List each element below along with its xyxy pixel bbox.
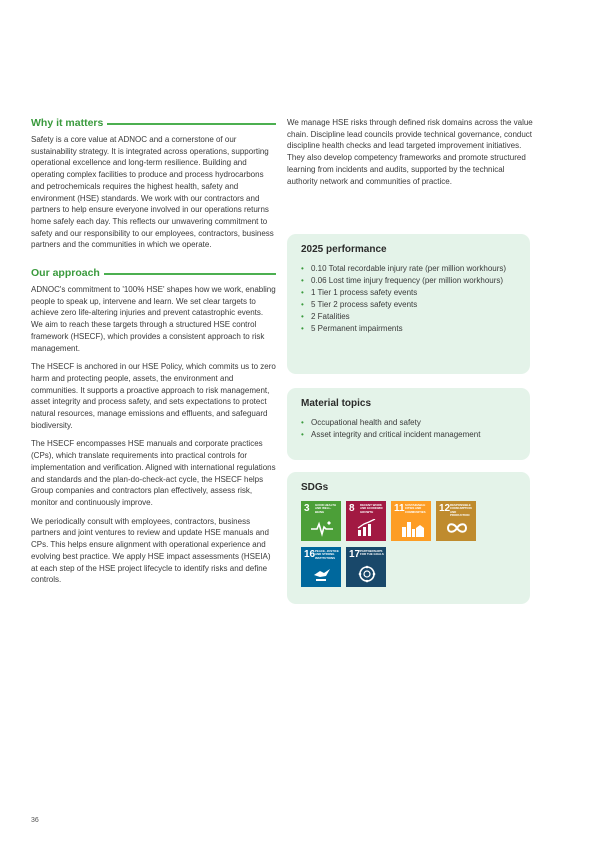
performance-list: [301, 263, 516, 335]
right-column: [287, 117, 533, 194]
sdg-8-tile: [346, 501, 386, 541]
sdg-number: 17: [349, 549, 361, 560]
performance-item: • 0.10 Total recordable injury rate (per million workhours): [301, 263, 516, 275]
approach-paragraph-1: ADNOC's commitment to '100% HSE' shapes how we work, enabling people to speak up, intervene and learn. We set clear targets to achieve zero life-altering injuries and prevent catastrophic events. We aim to reach these targets through a structured HSE control framework (HSECF), which provides a consistent approach to risk management.: [31, 285, 276, 353]
dove-gavel-icon: [310, 565, 334, 583]
sdg-number: 8: [349, 503, 355, 514]
performance-item: • 2 Fatalities: [301, 311, 516, 323]
sdg-label: PEACE, JUSTICE AND STRONG INSTITUTIONS: [315, 549, 339, 560]
sdg-11-tile: [391, 501, 431, 541]
sdg-label: GOOD HEALTH AND WELL-BEING: [315, 503, 337, 514]
left-column: [31, 117, 276, 593]
sdgs-title: SDGs: [301, 482, 329, 493]
approach-paragraph-2: The HSECF is anchored in our HSE Policy, which commits us to zero harm and protecting people, assets, the environment and communities. It supports a proactive approach to risk management, asset integrity and process safety, and sets expectations to protect natural resources, manage emissions and effluents, and safeguard biodiversity.: [31, 362, 276, 430]
material-topics-list: [301, 417, 516, 441]
sdg-number: 16: [304, 549, 316, 560]
sdg-label: SUSTAINABLE CITIES AND COMMUNITIES: [405, 503, 426, 514]
infinity-icon: [445, 519, 469, 537]
sdg-number: 12: [439, 503, 451, 514]
why-it-matters-heading: [31, 117, 276, 129]
partnership-ring-icon: [355, 565, 379, 583]
material-topics-box: [287, 388, 530, 460]
material-topic-item: • Occupational health and safety: [301, 417, 516, 429]
heading-rule: [104, 273, 276, 275]
performance-item: • 5 Tier 2 process safety events: [301, 299, 516, 311]
risk-management-paragraph: We manage HSE risks through defined risk domains across the value chain. Discipline lead councils provide technical governance, conduct discipline health checks and lead targeted improvement initiatives. They also develop competency frameworks and promote structured learning from incidents and audits, supported by the technical authority network and communities of practice.: [287, 118, 533, 186]
material-topics-title: Material topics: [301, 398, 372, 409]
approach-paragraph-4: We periodically consult with employees, contractors, business partners and joint ventures to review and update HSE manuals and CPs. This helps ensure alignment with operational experience and evolving best practice. We apply HSE impact assessments (HSEIA) at each step of the HSE project lifecycle to identify risks and define controls.: [31, 516, 271, 585]
performance-title: 2025 performance: [301, 244, 387, 255]
city-icon: [400, 519, 424, 537]
performance-item: • 1 Tier 1 process safety events: [301, 287, 516, 299]
heading-rule: [107, 123, 276, 125]
page-number: 36: [31, 817, 39, 824]
sdg-12-tile: [436, 501, 476, 541]
sdg-3-tile: [301, 501, 341, 541]
performance-item: • 5 Permanent impairments: [301, 323, 516, 335]
sdgs-box: [287, 472, 530, 604]
why-paragraph-1: Safety is a core value at ADNOC and a cornerstone of our sustainability strategy. It is integrated across operations, supporting operational excellence and long-term resilience. Building and operating complex facilities to produce and process hydrocarbons and petrochemicals requires the highest health, safety and environment (HSE) standards. We work with our contractors and partners to help ensure everyone involved in our operations returns home safely each day. This reflects our unwavering commitment to safety and our responsibility to our employees, contractors, business partners and the communities in which we operate.: [31, 135, 274, 250]
approach-paragraph-3: The HSECF encompasses HSE manuals and corporate practices (CPs), which translate requirements into practical controls for implementation and verification. Aligned with international regulations and standards and the plan-do-check-act cycle, the HSECF helps Group companies and contractors plan effectively, assess risk, monitor and continuously improve.: [31, 439, 276, 507]
performance-box: [287, 234, 530, 374]
material-topic-item: • Asset integrity and critical incident management: [301, 429, 516, 441]
sdg-label: DECENT WORK AND ECONOMIC GROWTH: [360, 503, 383, 514]
why-it-matters-title: Why it matters: [31, 117, 104, 129]
our-approach-title: Our approach: [31, 267, 100, 280]
sdg-16-tile: [301, 547, 341, 587]
sdg-number: 11: [394, 503, 405, 514]
sdg-label: RESPONSIBLE CONSUMPTION AND PRODUCTION: [450, 503, 472, 517]
growth-chart-icon: [355, 519, 379, 537]
sdg-17-tile: [346, 547, 386, 587]
sdg-grid: [301, 501, 516, 587]
heartbeat-icon: [310, 519, 334, 537]
performance-item: • 0.06 Lost time injury frequency (per million workhours): [301, 275, 516, 287]
our-approach-heading: [31, 267, 276, 279]
sdg-label: PARTNERSHIPS FOR THE GOALS: [360, 549, 384, 557]
sdg-number: 3: [304, 503, 310, 514]
